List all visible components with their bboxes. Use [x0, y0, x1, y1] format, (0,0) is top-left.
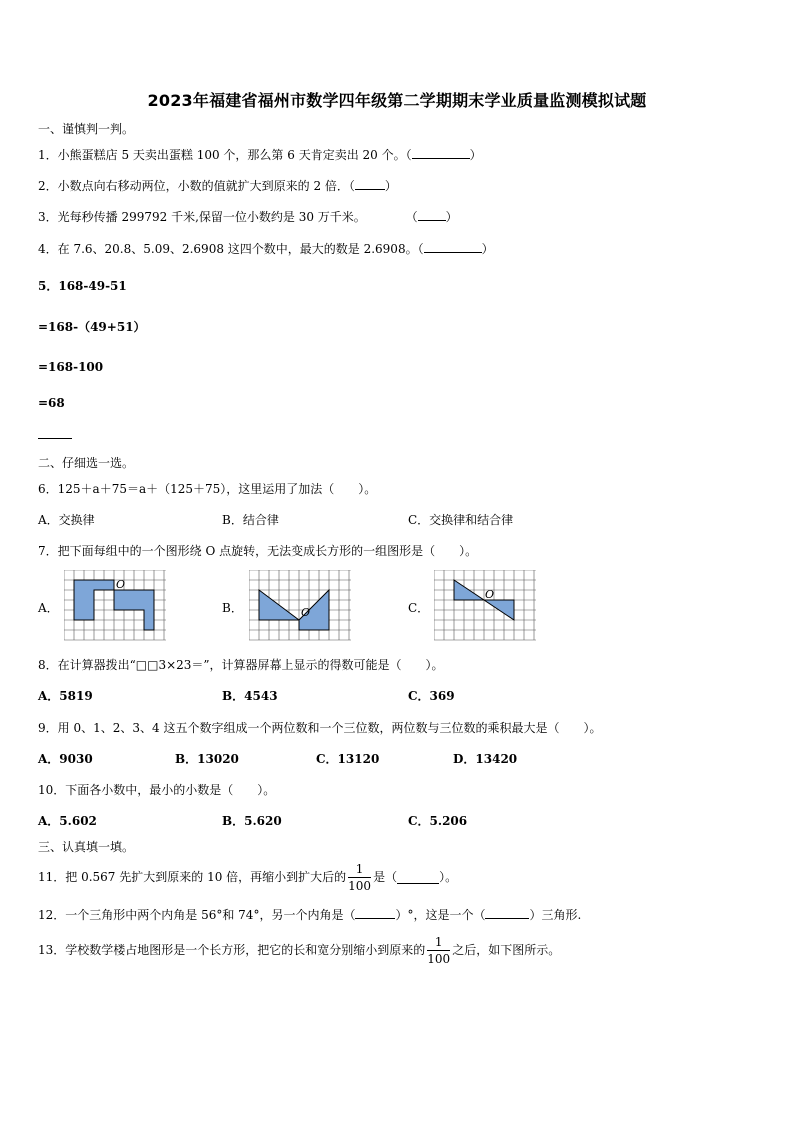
q8-option-b[interactable]: B．4543 — [222, 689, 278, 703]
question-13 — [38, 930, 560, 970]
fraction-one-hundredth-q13: $\frac{1}{100}$ — [427, 935, 451, 966]
point-o-label-c: O — [485, 588, 495, 601]
question-1-end: ） — [469, 148, 482, 162]
fraction-one-hundredth-q11: $\frac{1}{100}$ — [348, 862, 372, 893]
question-3-text: 3．光每秒传播 299792 千米,保留一位小数约是 30 万千米。 — [38, 210, 366, 224]
rotation-figure-a — [64, 570, 167, 642]
question-12 — [38, 906, 581, 923]
question-10: 10．下面各小数中，最小的小数是（ ）。 — [38, 783, 276, 797]
q10-option-c[interactable]: C．5.206 — [408, 814, 468, 828]
question-1-text: 1．小熊蛋糕店 5 天卖出蛋糕 100 个，那么第 6 天肯定卖出 20 个。（ — [38, 148, 412, 162]
question-6: 6．125＋a＋75＝a＋（125＋75），这里运用了加法（ ）。 — [38, 482, 377, 496]
question-5-line-1: 5．168-49-51 — [38, 279, 127, 293]
question-11-post: 是（ — [373, 870, 398, 884]
answer-blank-4[interactable] — [424, 240, 482, 253]
q7-option-a[interactable]: A． — [38, 601, 59, 615]
point-o-label-a: O — [116, 578, 126, 591]
question-3-end: ） — [445, 210, 458, 224]
answer-blank-12a[interactable] — [355, 906, 395, 919]
section-heading-3: 三、认真填一填。 — [38, 840, 135, 854]
question-4 — [38, 240, 494, 257]
question-3 — [38, 208, 458, 225]
question-12-mid: ）°，这是一个（ — [395, 908, 486, 922]
q10-option-a[interactable]: A．5.602 — [38, 814, 97, 828]
question-13-post: 之后，如下图所示。 — [452, 943, 561, 957]
question-2-end: ） — [384, 179, 397, 193]
question-2-text: 2．小数点向右移动两位，小数的值就扩大到原来的 2 倍．（ — [38, 179, 355, 193]
answer-blank-5[interactable] — [38, 438, 72, 439]
answer-blank-3[interactable] — [418, 208, 446, 221]
q7-option-b[interactable]: B． — [222, 601, 243, 615]
question-1 — [38, 146, 482, 163]
point-o-label-b: O — [301, 606, 311, 619]
page-title: 2023年福建省福州市数学四年级第二学期期末学业质量监测模拟试题 — [147, 91, 647, 110]
question-4-end: ） — [481, 242, 494, 256]
question-11-text: 11．把 0.567 先扩大到原来的 10 倍，再缩小到扩大后的 — [38, 870, 347, 884]
q8-option-c[interactable]: C．369 — [408, 689, 455, 703]
q10-option-b[interactable]: B．5.620 — [222, 814, 282, 828]
answer-blank-1[interactable] — [412, 146, 470, 159]
question-9: 9．用 0、1、2、3、4 这五个数字组成一个两位数和一个三位数，两位数与三位数的乘积最大是（ ）。 — [38, 721, 602, 735]
q6-option-b[interactable]: B．结合律 — [222, 513, 279, 527]
question-12-text: 12．一个三角形中两个内角是 56°和 74°，另一个内角是（ — [38, 908, 356, 922]
rotation-figure-b — [249, 570, 352, 642]
question-11-end: ）。 — [439, 870, 458, 884]
question-2 — [38, 177, 397, 194]
question-5-line-3: =168-100 — [38, 360, 104, 374]
q6-option-a[interactable]: A．交换律 — [38, 513, 95, 527]
section-heading-1: 一、谨慎判一判。 — [38, 122, 135, 136]
q7-option-c[interactable]: C． — [408, 601, 430, 615]
q8-option-a[interactable]: A．5819 — [38, 689, 93, 703]
question-11 — [38, 857, 457, 897]
question-3-open: （ — [405, 210, 418, 224]
q9-option-b[interactable]: B．13020 — [175, 752, 239, 766]
question-13-text: 13．学校数学楼占地图形是一个长方形，把它的长和宽分别缩小到原来的 — [38, 943, 426, 957]
question-4-text: 4．在 7.6、20.8、5.09、2.6908 这四个数中，最大的数是 2.6908。（ — [38, 242, 424, 256]
q6-option-c[interactable]: C．交换律和结合律 — [408, 513, 514, 527]
section-heading-2: 二、仔细选一选。 — [38, 456, 135, 470]
question-5-line-4: =68 — [38, 396, 65, 410]
q9-option-d[interactable]: D．13420 — [453, 752, 518, 766]
answer-blank-2[interactable] — [355, 177, 385, 190]
question-8: 8．在计算器拨出“□□3×23＝”，计算器屏幕上显示的得数可能是（ ）。 — [38, 658, 444, 672]
q9-option-a[interactable]: A．9030 — [38, 752, 93, 766]
answer-blank-12b[interactable] — [485, 906, 529, 919]
question-5-line-2: =168-（49+51） — [38, 320, 146, 334]
answer-blank-11[interactable] — [397, 871, 439, 884]
rotation-figure-c — [434, 570, 537, 642]
question-7: 7．把下面每组中的一个图形绕 O 点旋转，无法变成长方形的一组图形是（ ）。 — [38, 544, 478, 558]
q9-option-c[interactable]: C．13120 — [316, 752, 380, 766]
question-12-end: ）三角形. — [529, 908, 582, 922]
